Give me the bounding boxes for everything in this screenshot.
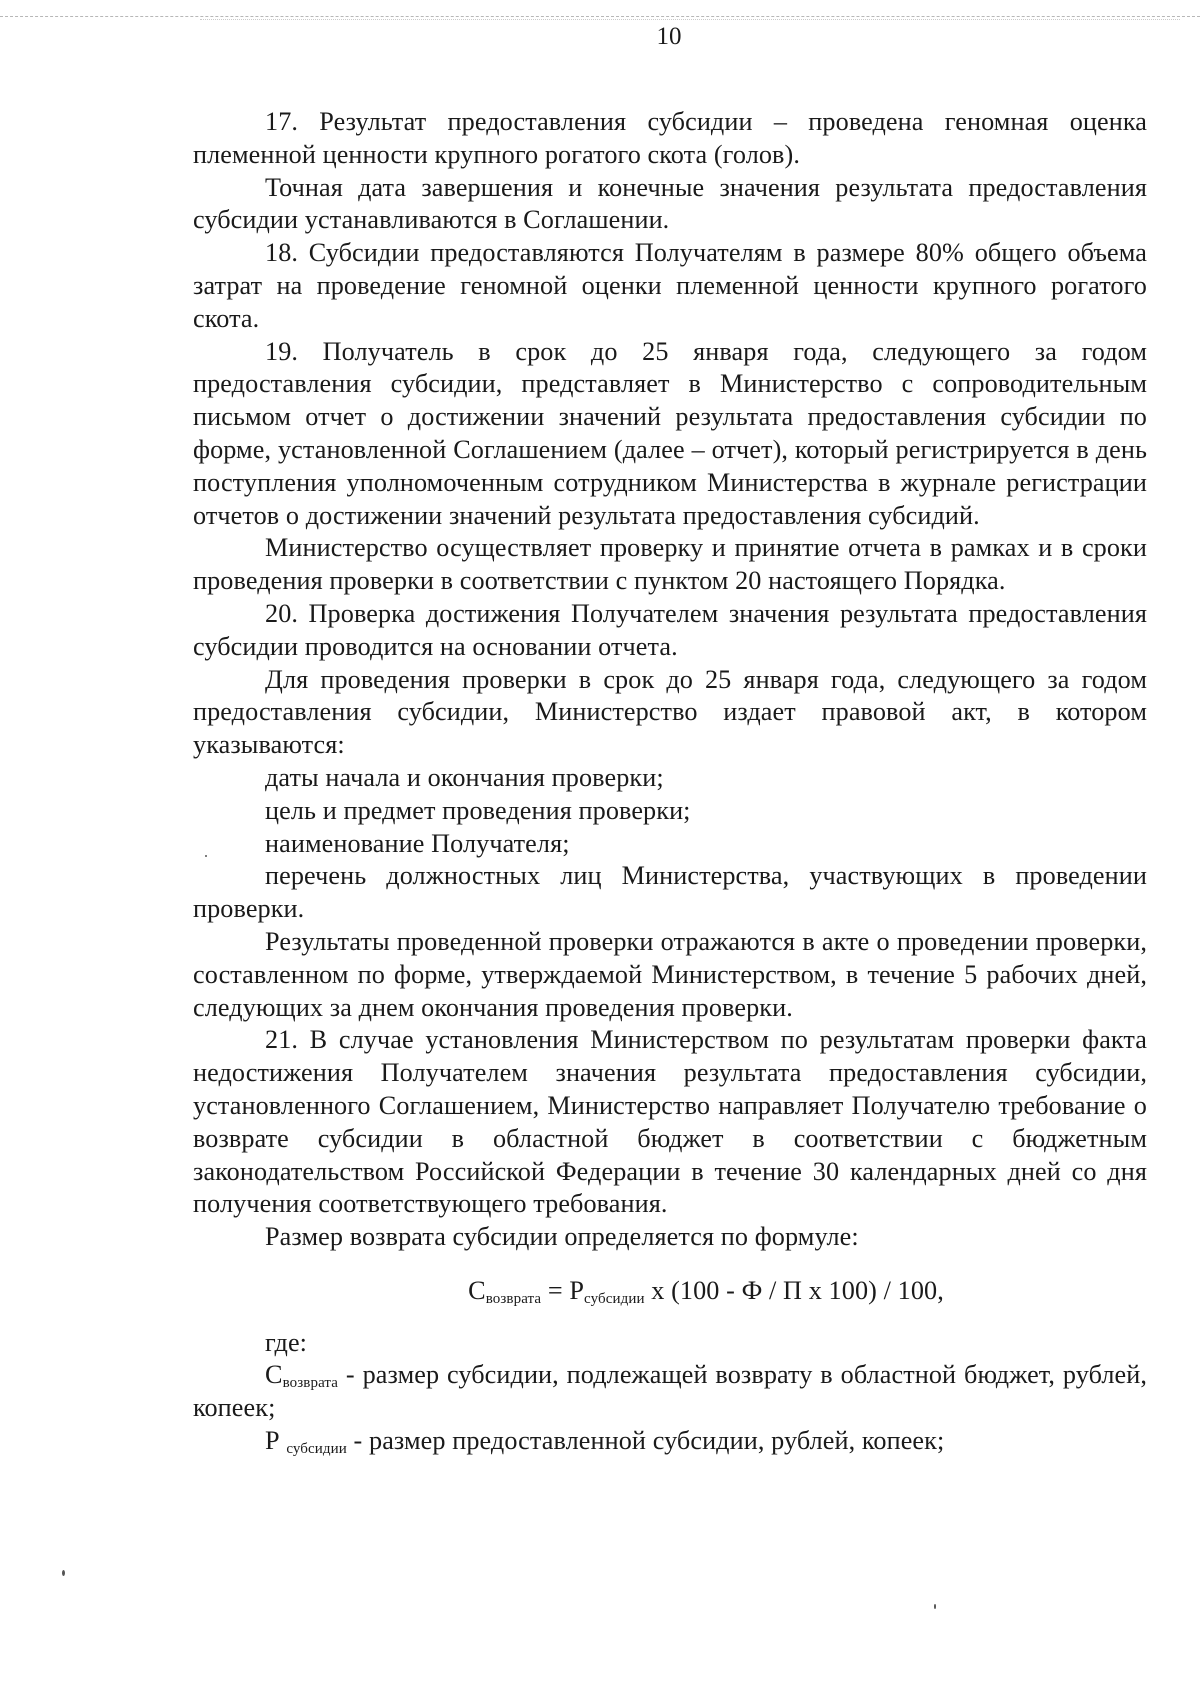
legend-p-subscript: субсидии	[286, 1441, 347, 1458]
paragraph-19-check: Министерство осуществляет проверку и принятие отчета в рамках и в сроки проведения проверки в соответствии с пунктом 20 настоящего Порядка.	[193, 533, 1147, 596]
formula-rhs-subscript: субсидии	[584, 1290, 645, 1307]
list-item-officials: перечень должностных лиц Министерства, участвующих в проведении проверки.	[193, 861, 1147, 924]
paragraph-21: 21. В случае установления Министерством по результатам проверки факта недостижения Получателем значения результата предоставления субсидии, установленного Соглашением, Министерство направляет Получателю требование о возврате субсидии в областной бюджет в соответствии с бюджетным законодательством Российской Федерации в течение 30 календарных дней со дня получения соответствующего требования.	[193, 1025, 1147, 1219]
list-item-dates: даты начала и окончания проверки;	[265, 762, 664, 792]
legend-c-text: - размер субсидии, подлежащей возврату в областной бюджет, рублей, копеек;	[193, 1360, 1147, 1423]
legend-p-text: - размер предоставленной субсидии, рублей, копеек;	[346, 1426, 945, 1456]
formula-rhs-expression: х (100 - Ф / П х 100) / 100,	[644, 1275, 944, 1305]
formula-lhs-subscript: возврата	[485, 1290, 542, 1307]
legend-where: где:	[265, 1327, 308, 1357]
legend-c-subscript: возврата	[282, 1375, 339, 1392]
scan-speck	[934, 1604, 936, 1609]
paragraph-17-date: Точная дата завершения и конечные значения результата предоставления субсидии устанавливаются в Соглашении.	[193, 172, 1147, 235]
legend-p-symbol: Р	[265, 1426, 287, 1456]
paragraph-20: 20. Проверка достижения Получателем значения результата предоставления субсидии проводится на основании отчета.	[193, 598, 1147, 661]
paragraph-20-results: Результаты проведенной проверки отражаются в акте о проведении проверки, составленном по форме, утверждаемой Министерством, в течение 5 рабочих дней, следующих за днем окончания проведения проверки.	[193, 926, 1147, 1022]
list-item-recipient: наименование Получателя;	[265, 828, 570, 858]
paragraph-20-act: Для проведения проверки в срок до 25 января года, следующего за годом предоставления субсидии, Министерство издает правовой акт, в котором указываются:	[193, 664, 1147, 760]
legend-c-refund	[193, 1359, 1147, 1425]
legend-c-symbol: С	[265, 1360, 283, 1390]
page-number: 10	[656, 23, 682, 50]
document-body	[193, 106, 1147, 1458]
refund-formula	[193, 1275, 1147, 1308]
paragraph-19: 19. Получатель в срок до 25 января года, следующего за годом предоставления субсидии, представляет в Министерство с сопроводительным письмом отчет о достижении значений результата предоставления субсидии по форме, установленной Соглашением (далее – отчет), который регистрируется в день поступления уполномоченным сотрудником Министерства в журнале регистрации отчетов о достижении значений результата предоставления субсидий.	[193, 336, 1147, 530]
formula-equals: =	[541, 1275, 570, 1305]
scan-speck	[62, 1570, 65, 1576]
scan-speck	[205, 855, 207, 857]
formula-lhs-symbol: С	[468, 1275, 486, 1305]
formula-intro: Размер возврата субсидии определяется по формуле:	[265, 1222, 859, 1252]
paragraph-17: 17. Результат предоставления субсидии – проведена геномная оценка племенной ценности крупного рогатого скота (голов).	[193, 107, 1147, 169]
paragraph-18: 18. Субсидии предоставляются Получателям в размере 80% общего объема затрат на проведение геномной оценки племенной ценности крупного рогатого скота.	[193, 238, 1147, 333]
legend-p-subsidy	[193, 1425, 1147, 1458]
formula-rhs-symbol: Р	[569, 1275, 585, 1305]
list-item-goal: цель и предмет проведения проверки;	[265, 795, 691, 825]
